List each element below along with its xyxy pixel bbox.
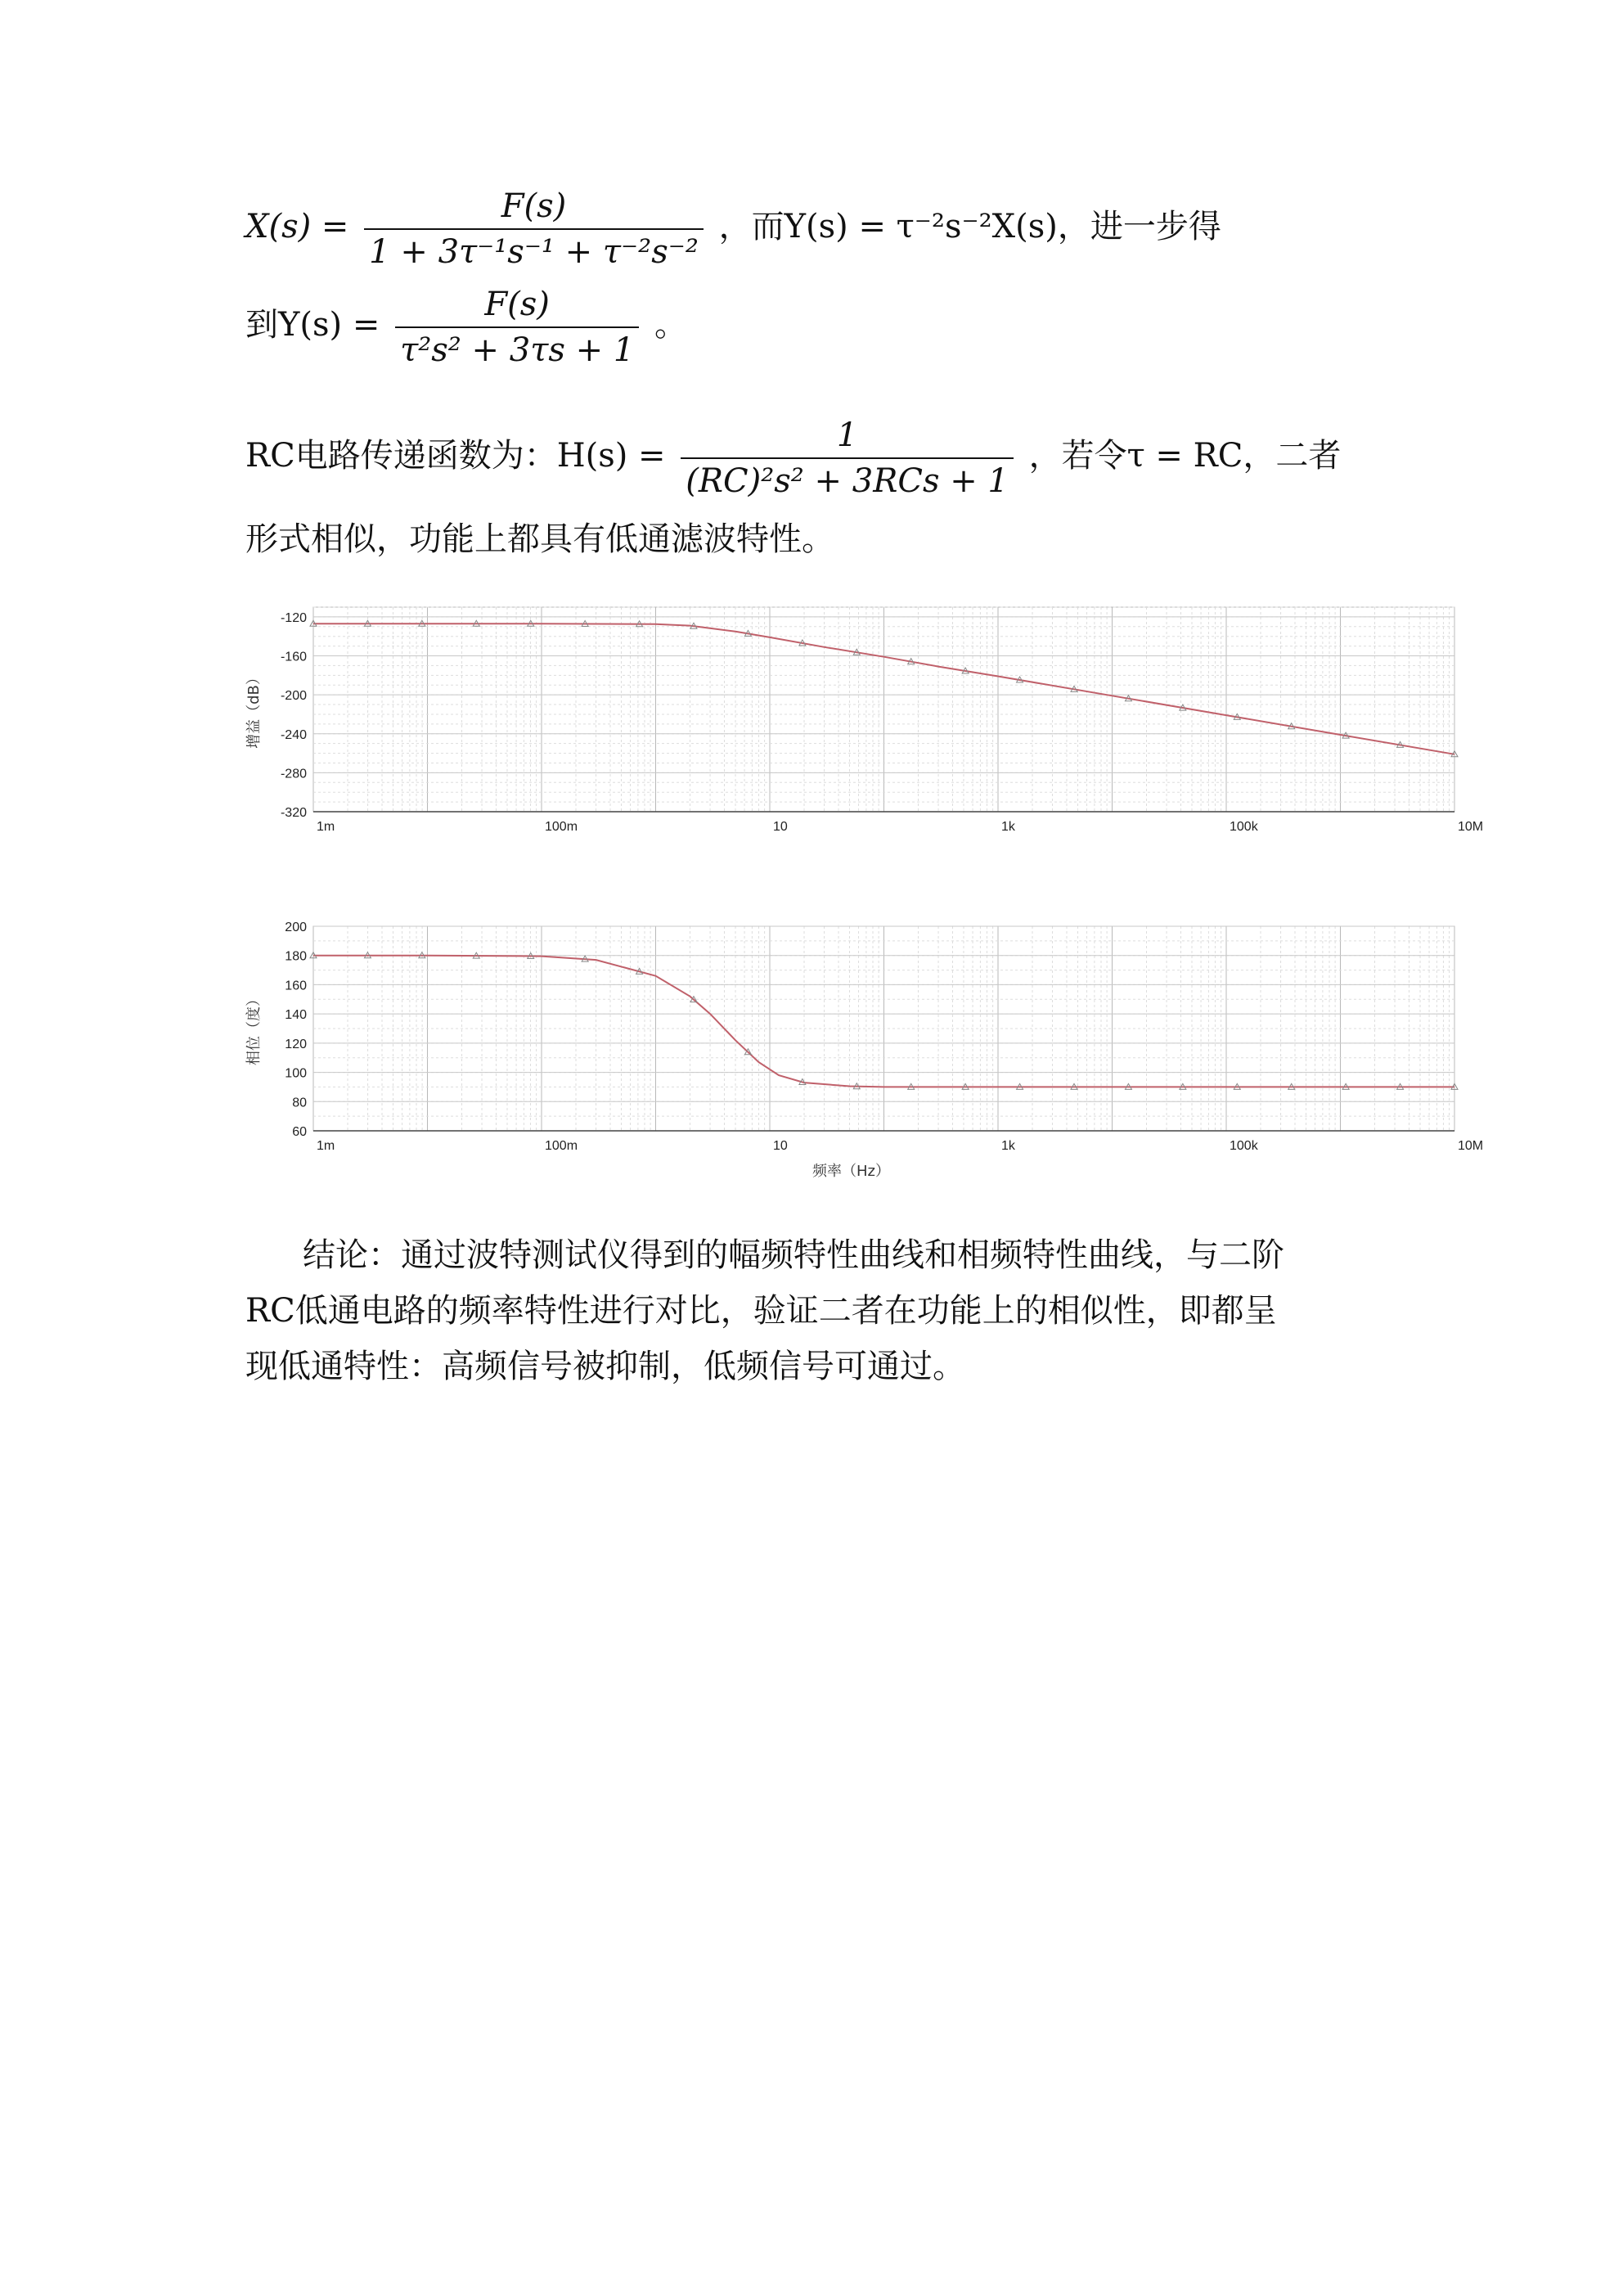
x-tick-label: 100k: [1230, 820, 1258, 834]
x-tick-label: 10: [773, 820, 788, 834]
y-eq-prefix: 到Y(s) =: [245, 306, 391, 344]
x-equation-line: [245, 184, 1456, 274]
y-tick-label: 60: [292, 1125, 307, 1139]
x-eq-tail: ，而Y(s) = τ⁻²s⁻²X(s)，进一步得: [718, 208, 1221, 245]
x-tick-label: 10M: [1458, 820, 1484, 834]
x-tick-label: 1k: [1001, 820, 1015, 834]
y-tick-label: 180: [285, 949, 307, 964]
rc-numerator: 1: [681, 413, 1014, 459]
rc-transfer-paragraph: [245, 413, 1456, 503]
conclusion-line-3: 现低通特性：高频信号被抑制，低频信号可通过。: [245, 1348, 965, 1385]
y-equation-line: [245, 282, 1456, 372]
y-tick-label: -120: [280, 610, 307, 625]
y-tick-label: -160: [280, 650, 307, 664]
x-tick-label: 10M: [1458, 1139, 1484, 1153]
conclusion-line-2: RC低通电路的频率特性进行对比，验证二者在功能上的相似性，即都呈: [245, 1292, 1277, 1330]
x-tick-label: 100m: [545, 1139, 578, 1153]
y-eq-numerator: F(s): [395, 282, 639, 328]
y-tick-label: -240: [280, 727, 307, 742]
x-tick-label: 10: [773, 1139, 788, 1153]
rc-tail: ，若令τ = RC，二者: [1028, 437, 1342, 475]
x-tick-label: 1k: [1001, 1139, 1015, 1153]
x-eq-denominator: 1 + 3τ⁻¹s⁻¹ + τ⁻²s⁻²: [369, 233, 699, 271]
x-eq-numerator: F(s): [364, 184, 704, 230]
conclusion-line-1: 结论：通过波特测试仪得到的幅频特性曲线和相频特性曲线，与二阶: [303, 1236, 1284, 1274]
x-eq-fraction: [364, 184, 704, 274]
rc-line2: 形式相似，功能上都具有低通滤波特性。: [245, 520, 834, 558]
y-tick-label: -200: [280, 689, 307, 704]
y-eq-fraction: [395, 282, 639, 372]
rc-prefix: RC电路传递函数为：H(s) =: [245, 437, 677, 475]
y-tick-label: -280: [280, 767, 307, 781]
y-eq-denominator: τ²s² + 3τs + 1: [400, 331, 635, 369]
y-axis-label: 相位（度）: [245, 992, 263, 1065]
x-axis-label: 频率（Hz）: [812, 1163, 890, 1180]
y-eq-tail: 。: [654, 306, 687, 344]
rc-denominator: (RC)²s² + 3RCs + 1: [686, 462, 1009, 500]
x-tick-label: 100k: [1230, 1139, 1258, 1153]
x-tick-label: 1m: [317, 820, 335, 834]
y-tick-label: 160: [285, 979, 307, 993]
y-tick-label: 200: [285, 921, 307, 934]
bode-plot-figure: [244, 595, 1484, 1200]
x-tick-label: 100m: [545, 820, 578, 834]
rc-fraction: [681, 413, 1014, 503]
gain-plot: [245, 607, 1483, 834]
x-eq-lhs: X(s) =: [245, 208, 360, 245]
x-tick-label: 1m: [317, 1139, 335, 1153]
conclusion-paragraph: [245, 1227, 1456, 1394]
y-tick-label: -320: [280, 806, 307, 820]
y-tick-label: 140: [285, 1008, 307, 1023]
y-axis-label: 增益（dB）: [245, 670, 263, 749]
y-tick-label: 100: [285, 1066, 307, 1081]
y-tick-label: 120: [285, 1037, 307, 1051]
y-tick-label: 80: [292, 1096, 307, 1110]
